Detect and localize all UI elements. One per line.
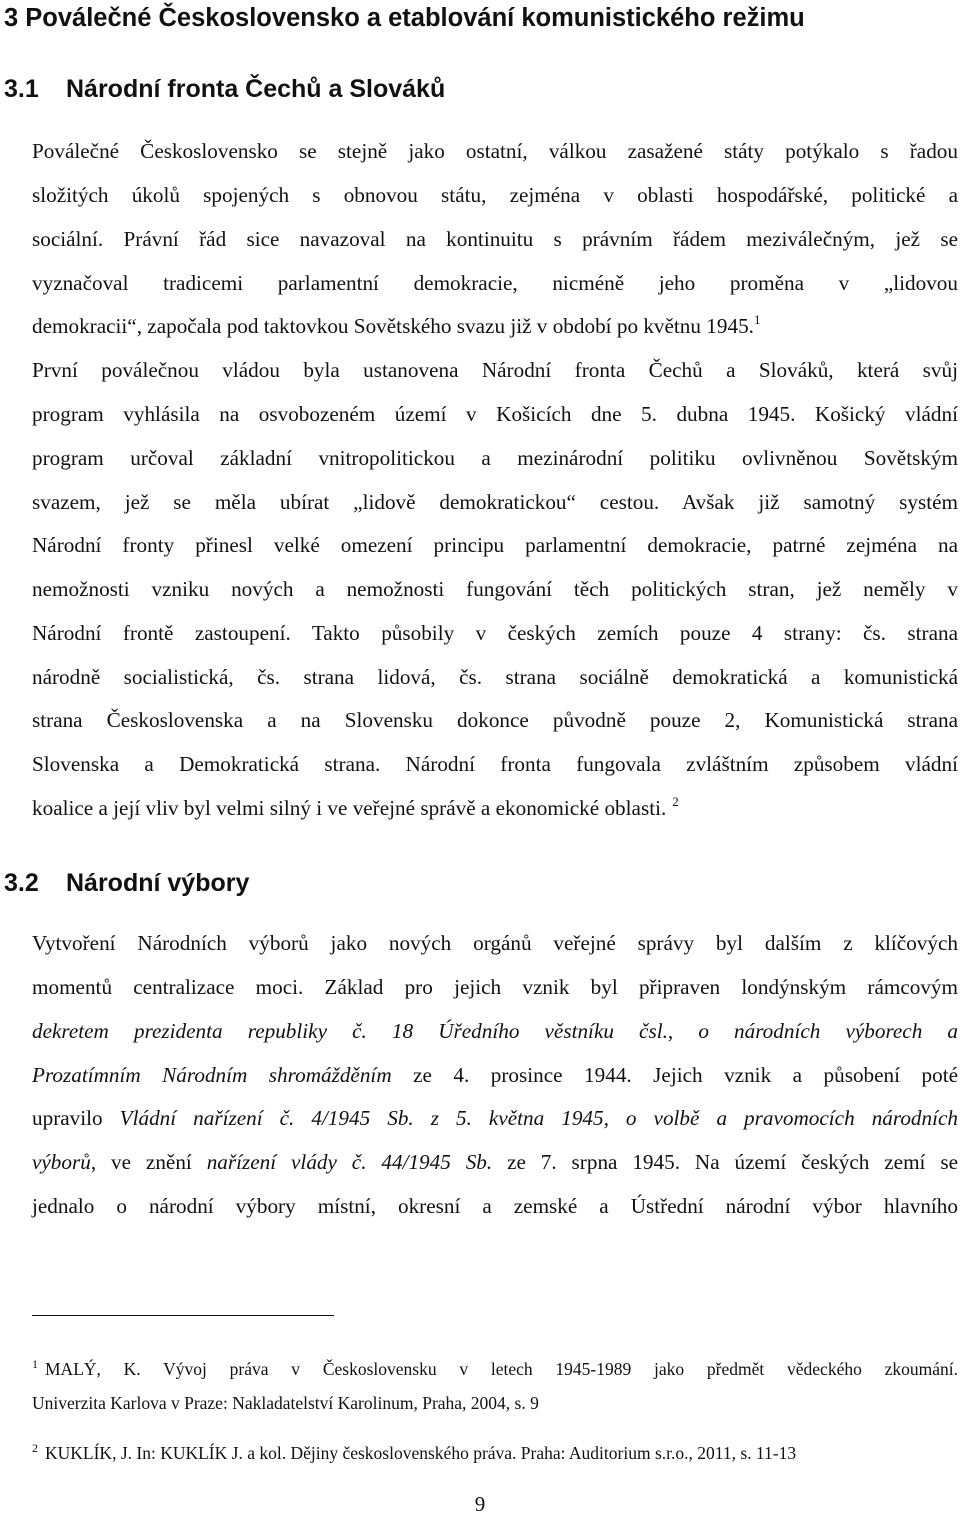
text-segment: , ve znění xyxy=(90,1150,207,1174)
text-line: jednalo o národní výbory místní, okresní a zemské a Ústřední národní výbor hlavního xyxy=(32,1194,958,1218)
italic-text: dekretem prezidenta republiky č. 18 Úředního věstníku čsl. xyxy=(32,1019,668,1043)
text-segment: , xyxy=(667,1019,699,1043)
section-number: 3.1 xyxy=(4,75,39,103)
text-line: program vyhlásila na osvobozeném území v Košicích dne 5. dubna 1945. Košický vládní xyxy=(32,402,958,426)
footnote-number: 1 xyxy=(32,1357,38,1371)
text-line: Slovenska a Demokratická strana. Národní fronta fungovala zvláštním způsobem vládní xyxy=(32,752,958,776)
text-line: sociální. Právní řád sice navazoval na kontinuitu s právním řádem meziválečným, jež se xyxy=(32,227,958,251)
section-heading-3-2 xyxy=(4,867,249,899)
text-line: Vytvoření Národních výborů jako nových orgánů veřejné správy byl dalším z klíčových xyxy=(32,931,958,955)
text-line xyxy=(32,1104,958,1132)
text-line xyxy=(32,794,958,822)
text-line: momentů centralizace moci. Základ pro jejich vznik byl připraven londýnským rámcovým xyxy=(32,975,958,999)
text-line-content: koalice a její vliv byl velmi silný i ve veřejné správě a ekonomické oblasti. xyxy=(32,796,667,820)
text-segment: upravilo xyxy=(32,1106,120,1130)
text-line: strana Československa a na Slovensku dokonce původně pouze 2, Komunistická strana xyxy=(32,708,958,732)
text-segment: ze 4. prosince 1944. Jejich vznik a působení poté xyxy=(391,1063,958,1087)
text-line xyxy=(32,1148,958,1176)
section-number: 3.2 xyxy=(4,869,39,897)
text-line: Poválečné Československo se stejně jako ostatní, válkou zasažené státy potýkalo s řadou xyxy=(32,139,958,163)
italic-text: výborů xyxy=(32,1150,91,1174)
footnote-1-line xyxy=(32,1357,958,1381)
page-number: 9 xyxy=(474,1492,486,1516)
text-line: Národní frontě zastoupení. Takto působily v českých zemích pouze 4 strany: čs. strana xyxy=(32,621,958,645)
text-line xyxy=(32,312,958,340)
text-line xyxy=(32,1061,958,1089)
section-title: Národní fronta Čechů a Slováků xyxy=(66,75,446,103)
italic-text: nařízení vlády č. 44/1945 Sb. xyxy=(206,1150,493,1174)
footnote-text: MALÝ, K. Vývoj práva v Československu v letech 1945-1989 jako předmět vědeckého zkoumání. xyxy=(45,1359,958,1379)
chapter-heading: 3 Poválečné Československo a etablování komunistického režimu xyxy=(4,4,805,32)
italic-text: Prozatímním Národním shromážděním xyxy=(32,1063,392,1087)
footnote-text: KUKLÍK, J. In: KUKLÍK J. a kol. Dějiny československého práva. Praha: Auditorium s.r.o., 2011, s. 11-13 xyxy=(45,1443,797,1463)
footnote-reference[interactable]: 2 xyxy=(672,794,679,809)
text-line xyxy=(32,1017,958,1045)
text-line: Národní fronty přinesl velké omezení principu parlamentní demokracie, patrné zejména na xyxy=(32,533,958,557)
text-line: složitých úkolů spojených s obnovou státu, zejména v oblasti hospodářské, politické a xyxy=(32,183,958,207)
text-segment: ze 7. srpna 1945. Na území českých zemí se xyxy=(492,1150,958,1174)
footnote-1-line: Univerzita Karlova v Praze: Nakladatelství Karolinum, Praha, 2004, s. 9 xyxy=(32,1393,539,1413)
section-heading-3-1 xyxy=(4,73,445,105)
section-title: Národní výbory xyxy=(66,869,250,897)
footnote-separator xyxy=(32,1315,334,1316)
text-line: První poválečnou vládou byla ustanovena Národní fronta Čechů a Slováků, která svůj xyxy=(32,358,958,382)
footnote-number: 2 xyxy=(32,1441,38,1455)
text-line: vyznačoval tradicemi parlamentní demokracie, nicméně jeho proměna v „lidovou xyxy=(32,271,958,295)
footnote-2-line xyxy=(32,1441,958,1465)
italic-text: o národních výborech a xyxy=(698,1019,959,1043)
italic-text: Vládní nařízení č. 4/1945 Sb. z 5. května 1945, o volbě a pravomocích národních xyxy=(119,1106,959,1130)
text-line-content: demokracii“, započala pod taktovkou Sovětského svazu již v období po květnu 1945. xyxy=(32,314,754,338)
footnote-reference[interactable]: 1 xyxy=(753,312,761,327)
text-line: program určoval základní vnitropolitickou a mezinárodní politiku ovlivněnou Sovětským xyxy=(32,446,958,470)
text-line: národně socialistická, čs. strana lidová, čs. strana sociálně demokratická a komunistická xyxy=(32,665,958,689)
text-line: svazem, jež se měla ubírat „lidově demokratickou“ cestou. Avšak již samotný systém xyxy=(32,490,958,514)
text-line: nemožnosti vzniku nových a nemožnosti fungování těch politických stran, jež neměly v xyxy=(32,577,958,601)
